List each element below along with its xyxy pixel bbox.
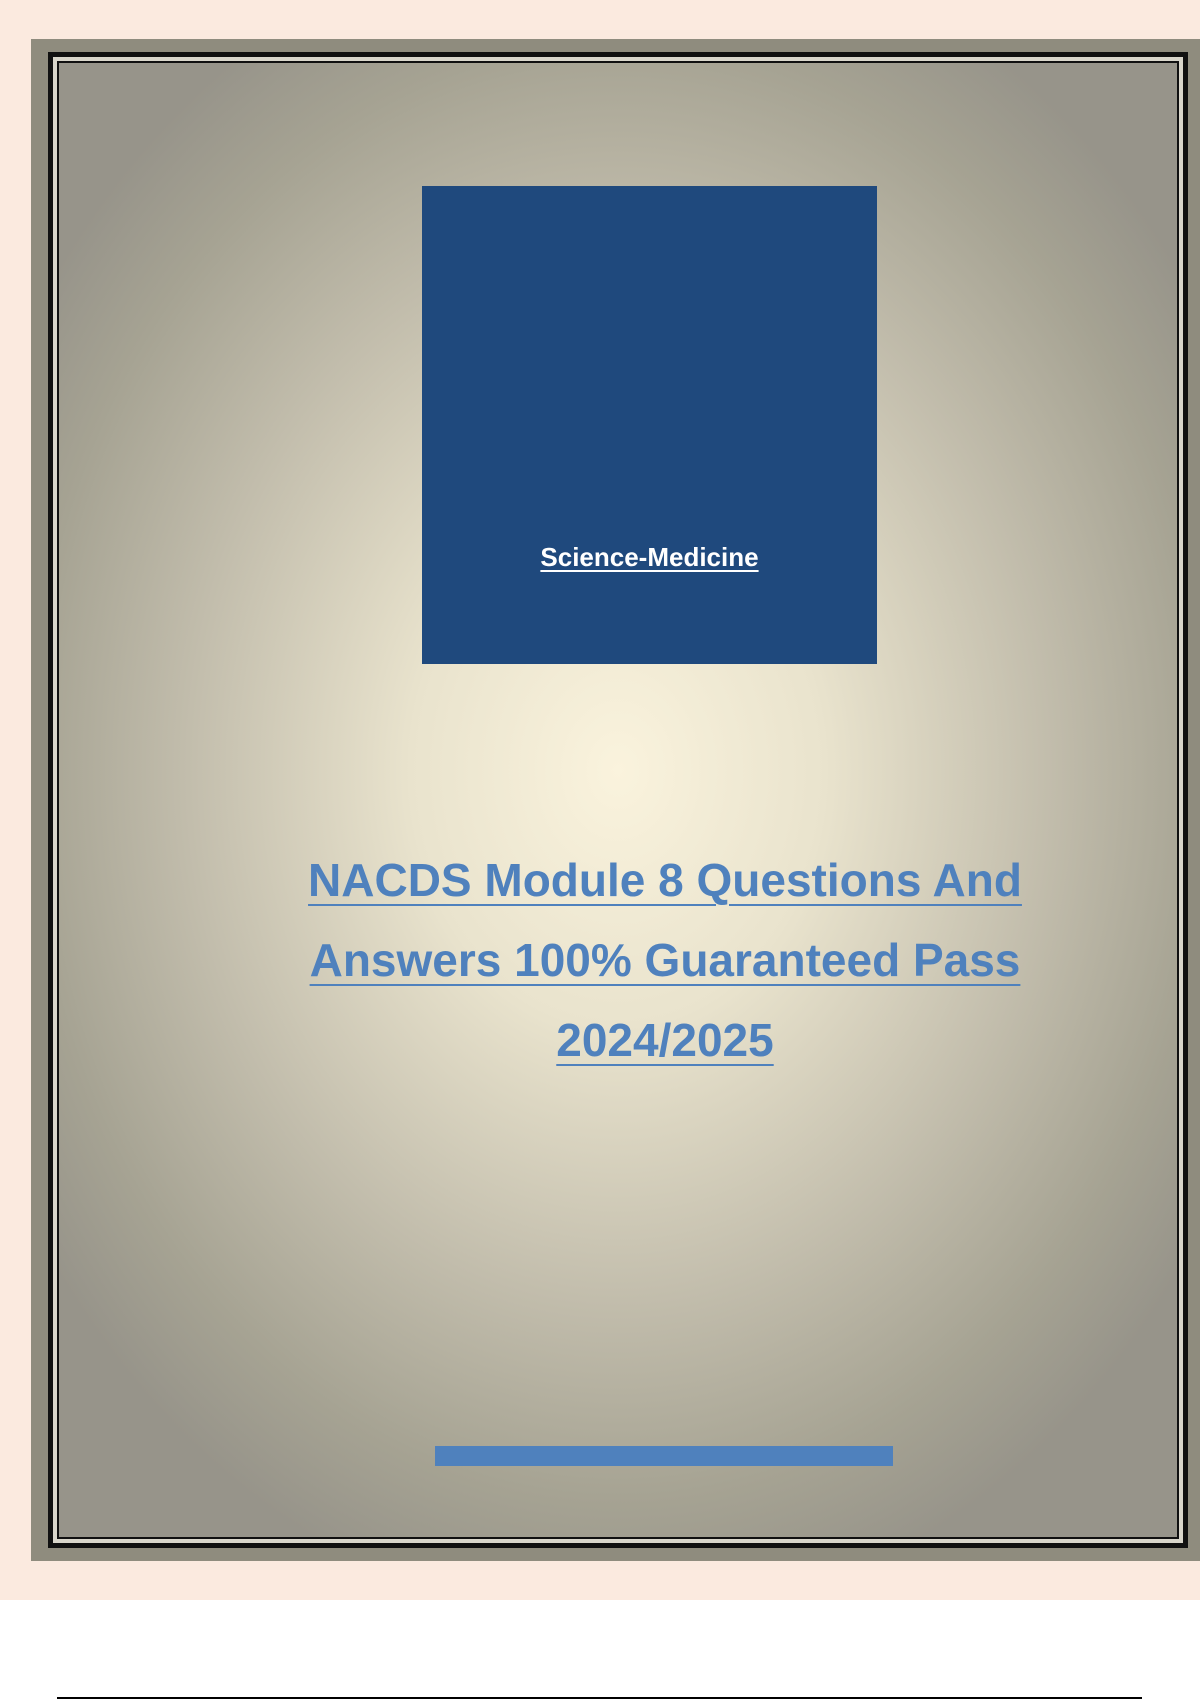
category-box — [422, 186, 877, 664]
footer-rule — [57, 1697, 1142, 1699]
accent-bar — [435, 1446, 893, 1466]
category-label: Science-Medicine — [540, 542, 759, 572]
document-title: NACDS Module 8 Questions And Answers 100% Guaranteed Pass 2024/2025 — [308, 854, 1022, 1066]
